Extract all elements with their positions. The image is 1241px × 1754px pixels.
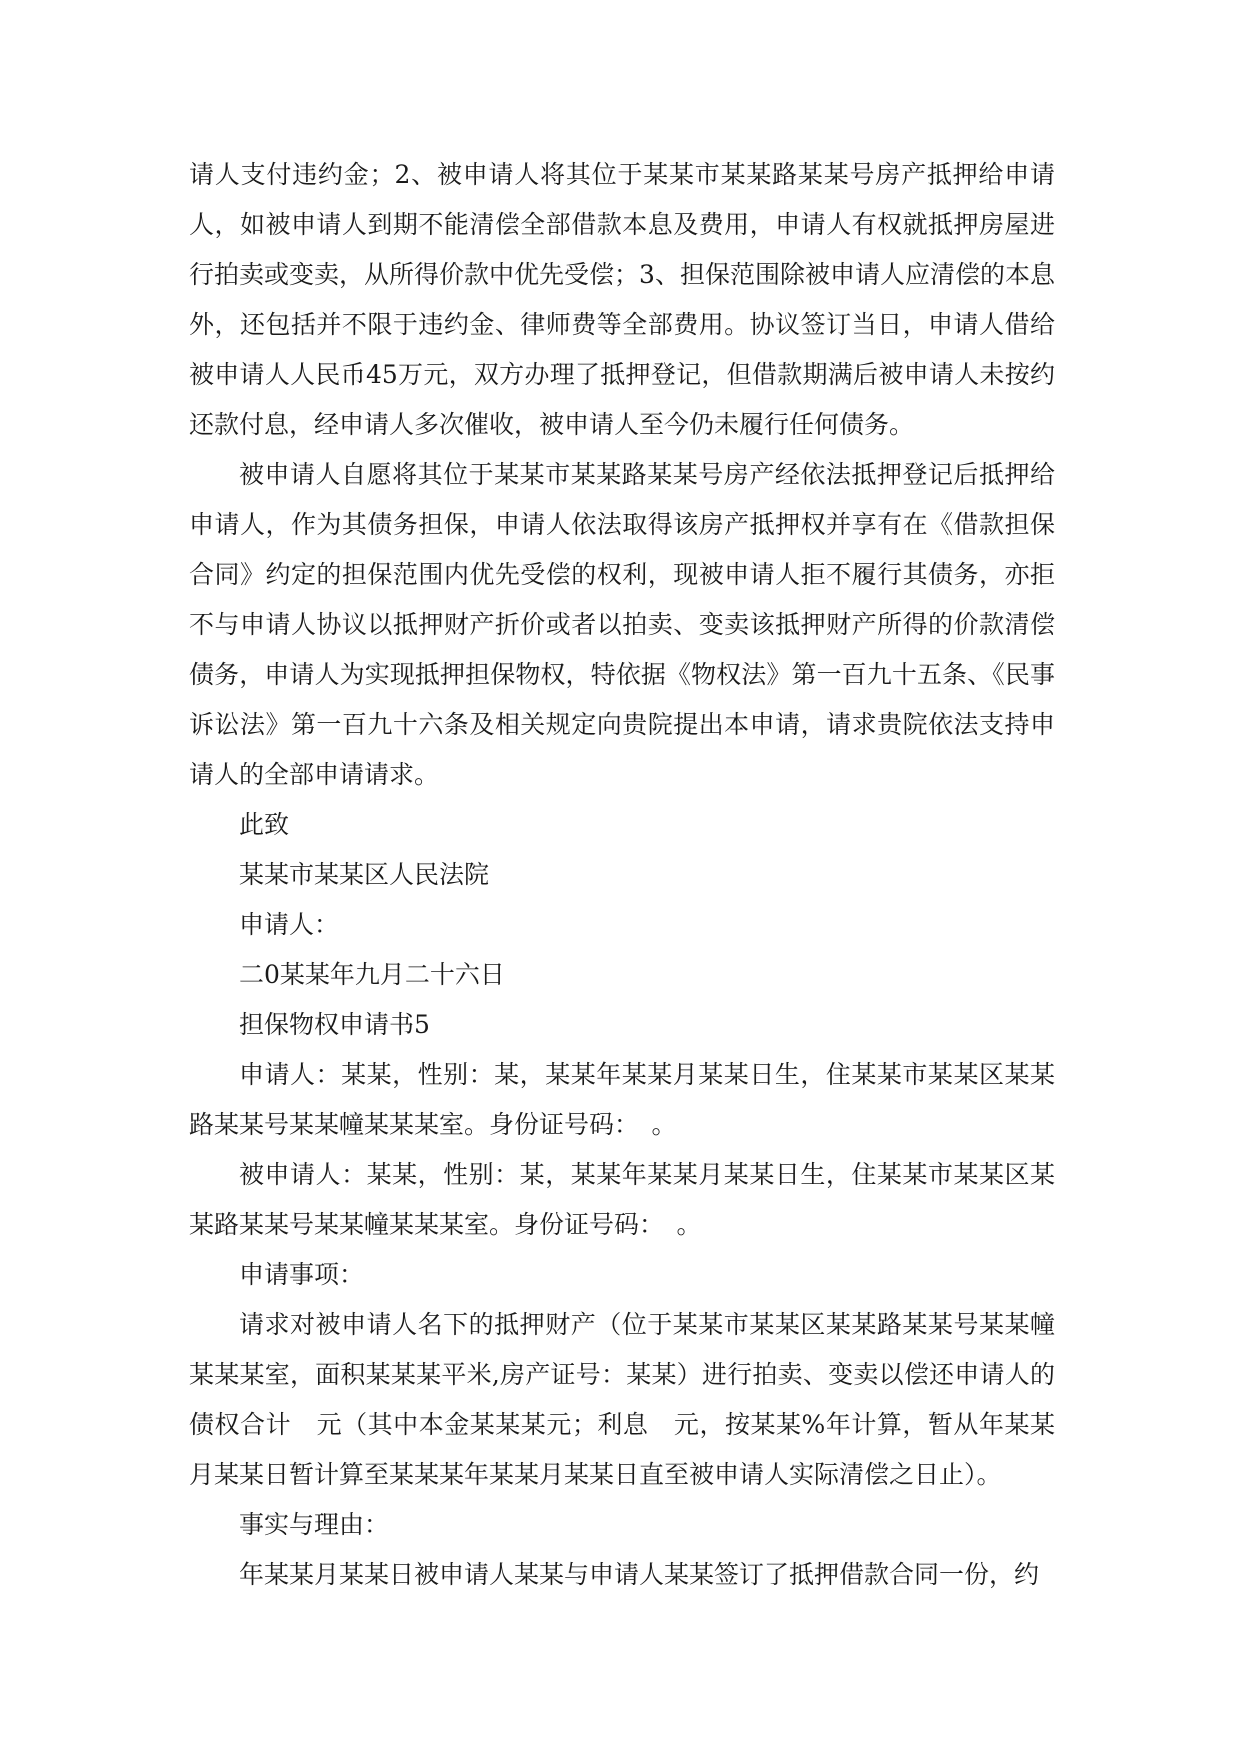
paragraph-mortgage-claim: 被申请人自愿将其位于某某市某某路某某号房产经依法抵押登记后抵押给申请人，作为其债务担保，申请人依法取得该房产抵押权并享有在《借款担保合同》约定的担保范围内优先受偿的权利，现被申请人拒不履行其债务，亦拒不与申请人协议以抵押财产折价或者以拍卖、变卖该抵押财产所得的价款清偿债务，申请人为实现抵押担保物权，特依据《物权法》第一百九十五条、《民事诉讼法》第一百九十六条及相关规定向贵院提出本申请，请求贵院依法支持申请人的全部申请请求。 [189,460,1055,789]
respondent-info: 被申请人：某某，性别：某，某某年某某月某某日生，住某某市某某区某某路某某号某某幢某某某室。身份证号码： 。 [189,1160,1055,1239]
application-request: 请求对被申请人名下的抵押财产（位于某某市某某区某某路某某号某某幢某某某室，面积某某某平米,房产证号：某某）进行拍卖、变卖以偿还申请人的债权合计 元（其中本金某某某元；利息 元，按某某%年计算，暂从年某某月某某日暂计算至某某某年某某月某某日直至被申请人实际清偿之日止）。 [189,1310,1055,1489]
salutation: 此致 [239,810,290,839]
applicant-signature-label: 申请人： [239,910,340,939]
applicant-info: 申请人：某某，性别：某，某某年某某月某某日生，住某某市某某区某某路某某号某某幢某某某室。身份证号码： 。 [189,1060,1055,1139]
paragraph-continuation: 请人支付违约金；2、被申请人将其位于某某市某某路某某号房产抵押给申请人，如被申请人到期不能清偿全部借款本息及费用，申请人有权就抵押房屋进行拍卖或变卖，从所得价款中优先受偿；3、担保范围除被申请人应清偿的本息外，还包括并不限于违约金、律师费等全部费用。协议签订当日，申请人借给被申请人人民币45万元，双方办理了抵押登记，但借款期满后被申请人未按约还款付息，经申请人多次催收，被申请人至今仍未履行任何债务。 [189,160,1055,439]
facts-paragraph: 年某某月某某日被申请人某某与申请人某某签订了抵押借款合同一份，约 [239,1560,1040,1589]
document-date: 二0某某年九月二十六日 [239,960,505,989]
application-items-heading: 申请事项： [239,1260,365,1289]
document-body [189,150,1055,1600]
facts-reasons-heading: 事实与理由： [239,1510,390,1539]
court-name: 某某市某某区人民法院 [239,860,490,889]
section-title: 担保物权申请书5 [239,1010,430,1039]
